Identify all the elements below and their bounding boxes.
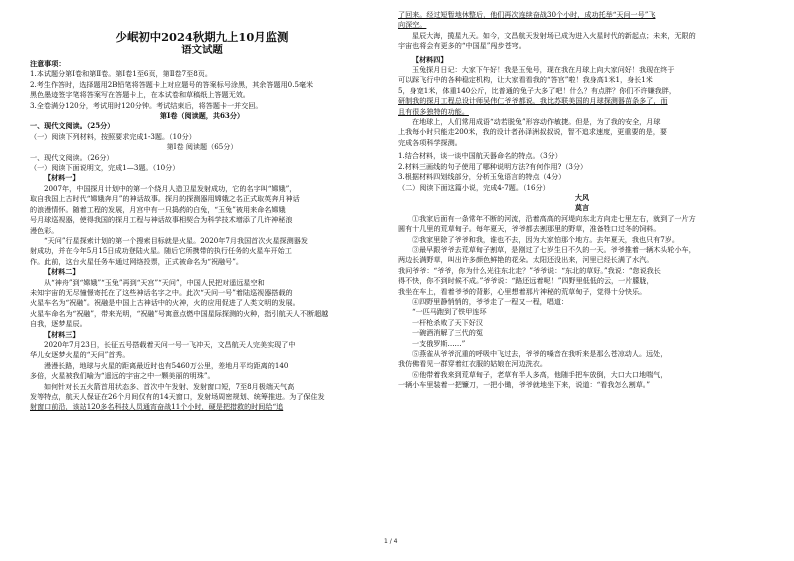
material4-line: 在地球上，人们常用成语“动若脱兔”形容动作敏捷。但是，为了我的安全，月球: [412, 117, 661, 127]
material3-line: 2020年7月23日，长征五号搭载着天问一号一飞冲天，文昌航天人完美实现了中: [44, 339, 296, 349]
material2-line: 自我，逐梦星辰。: [30, 319, 87, 329]
material2-line: 火星车名为“祝融”。祝融是中国上古神话中的火神，火的应用促进了人类文明的发展。: [30, 298, 300, 308]
material2-line: 未知宇宙的无尽憧憬寄托在了这些神话名字之中。此次“天问一号”着陆巡视器搭载的: [30, 287, 293, 297]
exam-title: 少岷初中2024秋期九上10月监测: [115, 30, 289, 44]
story-line: ⑤燕雀从爷爷沉重的呼吸中飞过去，爷爷的嗓音在我听来是那么苍凉动人。远处，: [412, 349, 668, 358]
sub-heading: 第Ⅰ卷 阅读题（65分）: [166, 142, 238, 152]
material1-line: 2007年，中国探月计划中的第一个绕月人造卫星发射成功，它的名字叫“嫦娥”，: [44, 183, 297, 193]
material2-line-end: “祝融”号寓意点燃中国星际探测的火种，指引航天人不断超越: [136, 308, 329, 318]
notice-line: 2.考生作答时，选择题用2B铅笔将答题卡上对应题号的答案标号涂黑，其余答题用0.5毫米: [30, 79, 314, 89]
material1-line: 号月球巡视器，使得我国的探月工程与神话故事相契合为科学技术增添了几许神秘浪: [30, 215, 293, 225]
material1-line: 漫色彩。: [30, 225, 59, 235]
material3-cont: 向深空。: [398, 20, 427, 30]
material1-line: 的浪漫情怀。随着工程的发展，月宫中有一只捣药的白兔，“玉兔”被用来命名嫦娥: [30, 204, 286, 214]
material3-cont: 星辰大海，揽星九天。如今，文昌航天发射场已成为进入火星时代的新起点；未来，无限的: [412, 30, 696, 40]
section-instruction: （一）阅读下列材料，按照要求完成1-3题。（10分）: [30, 131, 196, 141]
material4-line: 可以踩飞行中的各种稳定机构，让大家看看我的“答宫”啦！我身高1米1，身长1米: [398, 75, 653, 85]
story-line: 得不快，你不到时候不成。”爷爷说：“路还远着呢！”四野里低低的云，一片朦胧，: [398, 276, 654, 286]
material3-line: 如何针对长五火箭首用状态多、首次中午发射、发射窗口短，7至8月极端天气高: [44, 381, 295, 391]
material3-line-underlined: 射窗口前沿，该站120多名科技人员通宵奋战11个小时，硬是把措救的时间给“追: [30, 402, 284, 412]
story-author: 莫言: [574, 203, 590, 213]
notice-line: 黑色墨迹签字笔将答案写在答题卡上，在本试卷和草稿纸上答题无效。: [30, 90, 250, 100]
page-number: 1 / 4: [384, 538, 398, 545]
story-line: ③最早跟爷爷去荒草甸子割草，是刚过了七岁生日不久的一天。爷爷推着一辆木头轮小车，: [412, 244, 696, 254]
story-line: 我仿佛看见一群穿着红衣服的姑娘在河边洗衣。: [398, 359, 547, 369]
story-verse: 一碗酒消解了三代的冤: [412, 328, 483, 338]
material1-line: 射成功，并在今年5月15日成功登陆火星。随后它所携带的执行任务的火星车开始工: [30, 246, 292, 256]
part2-instruction: （二）阅读下面这篇小说，完成4-7题。（16分）: [398, 182, 550, 192]
material1-line: “天问”行星探索计划的第一个搜索目标就是火星。2020年7月我国首次火星探测器发: [44, 235, 308, 245]
material2-mid: 火星车命名为“祝融”，带来光明，: [30, 308, 137, 318]
notice-line: 1.本试题分第Ⅰ卷和第Ⅱ卷。第Ⅰ卷1至6页，第Ⅱ卷7至8页。: [30, 69, 212, 79]
material1-label: 【材料一】: [44, 173, 80, 183]
story-line: 两边长满野草，叫出许多颜色鲜艳的花朵。太阳还没出来，河里已经长满了水汽。: [398, 255, 654, 265]
material2-line: [30, 309, 374, 319]
part1-heading: 第Ⅰ卷（阅读题，共63分）: [159, 111, 245, 121]
story-line: ②我家里除了爷爷和我，谁也不去，因为大家怕那个地方。去年夏天，我也只有7岁。: [412, 234, 679, 244]
story-verse: 一支俄罗斯……”: [412, 338, 466, 348]
material2-label: 【材料二】: [44, 267, 80, 277]
question-3: 3.根据材料四划线部分，分析玉兔语言的特点（4分）: [398, 172, 566, 182]
exam-subtitle: 语文试题: [181, 44, 223, 56]
story-verse: 一杆枪杀败了天下好汉: [412, 317, 483, 327]
material3-line: 发等特点，航天人保证在26个月间仅有的14天窗口，发射场周密规划、统筹推进。为了保住发: [30, 392, 325, 401]
story-line: ④四野里静悄悄的，爷爷走了一程又一程，唱道：: [412, 296, 569, 306]
notice-label: 注意事项：: [30, 59, 66, 68]
story-title: 大风: [574, 192, 590, 202]
story-line: 我问爷爷：“爷爷，你为什么光往东北走？”爷爷说：“东北的草好。”我说：“您说我长: [398, 265, 661, 275]
story-verse: “一匹马跑到了铁甲连环: [412, 307, 487, 317]
story-line: ①我家后面有一条常年不断的河流，沿着高高的河堤向东北方向走七里左右，就到了一片方: [412, 213, 696, 223]
material3-label: 【材料三】: [44, 329, 80, 339]
section-heading: 一、现代文阅读。（25分）: [30, 121, 115, 131]
material2-line: 从“神舟”到“嫦娥”“玉兔”再到“天宫”“天问”，中国人民把对遥远星空和: [44, 277, 265, 287]
material4-line: 玉兔探月日记：大家下午好！我是玉兔号，现在我在月球上向大家问好！我现在终于: [412, 65, 675, 75]
material4-label: 【材料四】: [412, 54, 448, 64]
material3-line: 漫漫长路，地球与火星的距离最近时也有5460万公里，差地月平均距离的140: [44, 360, 289, 370]
story-line: ⑥他带着我来到荒草甸子，老草有半人多高，他随手把车放倒，大口大口地喘气，: [412, 369, 668, 379]
left-column: [30, 30, 374, 413]
material4-line: 完成各项科学探测。: [398, 137, 462, 147]
material1-line: 取自我国上古时代“嫦娥奔月”的神话故事。探月的探测器用嫦娥之名正式取英奔月神话: [30, 194, 300, 204]
question-2: 2.材料三画线的句子使用了哪种说明方法?有何作用?（3分）: [398, 161, 588, 171]
material4-line: 5，身宽1米，体重140公斤，比普通的兔子大多了吧！什么？有点胖？你们不许嫌我胖，: [398, 85, 676, 95]
question-1: 1.结合材料，谈一谈中国航天器命名的特点。（3分）: [398, 151, 562, 161]
material3-line: 华儿女逐梦火星的“天问”首秀。: [30, 350, 130, 360]
section-heading-2: 一、现代文阅读。（26分）: [30, 152, 114, 162]
story-line: 一辆小车里装着一把镰刀，一把小锄，爷爷就地坐下来，说道：“看我怎么割草。”: [398, 380, 650, 390]
notice-line: 3.全卷满分120分，考试用时120分钟。考试结束后，将答题卡一并交回。: [30, 100, 263, 110]
material3-line: 多倍，火星被我们喻为“遥远的宇宙之中一颗美丽的明珠”。: [30, 371, 215, 381]
right-column: [398, 10, 766, 391]
material4-line-underlined: 且有很多独特的功能。: [398, 106, 469, 116]
material1-line: 作。此前，这台火星任务车通过网络投票，正式被命名为“祝融号”。: [30, 256, 243, 266]
material3-cont: 宇宙也将会有更多的“中国星”闯步苍穹。: [398, 41, 526, 51]
story-line: 我坐在车上，看着爷爷的背影，心里想着那片神秘的荒草甸子，觉得十分快乐。: [398, 286, 647, 296]
material3-cont: 了回来。经过短暂地休整后，他们再次连续奋战30个小时，成功托举“天问一号”飞: [398, 10, 656, 19]
story-line: 圆有十几里的荒草甸子。每年夏天，爷爷都去割那里的野草，准备牲口过冬的饲料。: [398, 224, 661, 234]
material4-line-underlined: 研制我的探月工程总设计师吴伟仁爷爷都说，我比苏联美国的月球探测器苗条多了，而: [398, 96, 668, 106]
material4-line: 上我每小时只能走200米，我的设计者孙泽洲叔叔说，智不追求速度，更重要的是，要: [398, 127, 667, 137]
section-instruction-2: （一）阅读下面说明文，完成1—3题。（10分）: [30, 163, 180, 173]
